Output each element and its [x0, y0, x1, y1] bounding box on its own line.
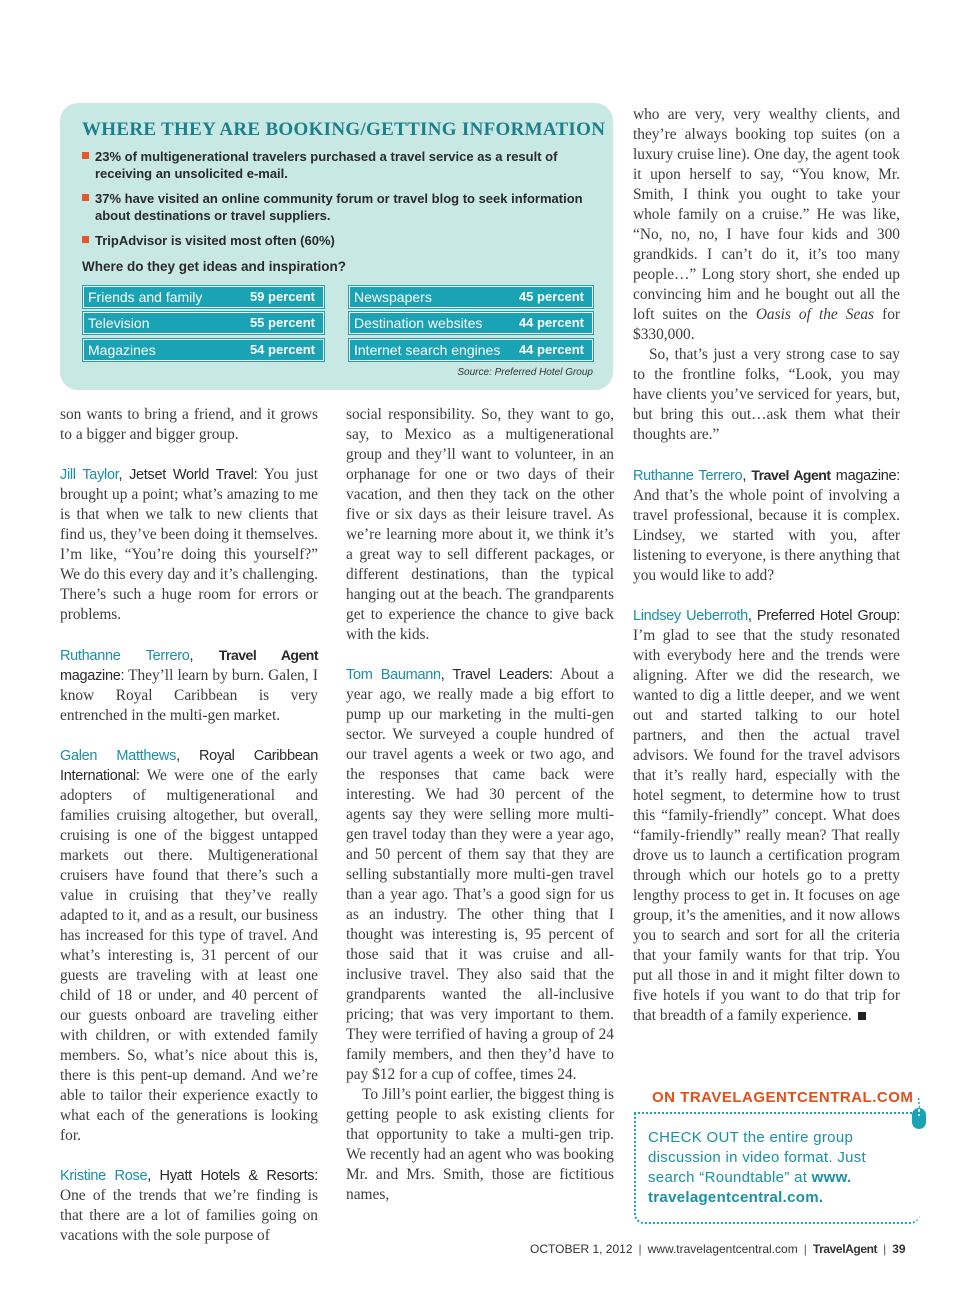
website-link[interactable]: www. travelagentcentral.com.	[648, 1169, 852, 1206]
info-sidebar	[60, 103, 613, 390]
source-credit: Source: Preferred Hotel Group	[457, 367, 593, 378]
stat-bar: Magazines 54 percent	[83, 339, 324, 361]
speaker-name: Kristine Rose	[60, 1168, 148, 1184]
bullet-square-icon	[82, 236, 89, 243]
inspiration-question: Where do they get ideas and inspiration?	[82, 259, 347, 274]
speaker-name: Jill Taylor	[60, 467, 119, 483]
paragraph: Jill Taylor, Jetset World Travel: You just brought up a point; what’s amazing to me is that when we talk to new clients that find us, they’ve been doing it themselves. I’m like, “You’re doing this yourself?” We do this every day and it’s challenging. There’s such a huge room for errors or problems.	[60, 466, 318, 623]
text-column-1	[60, 405, 318, 1266]
paragraph: social responsibility. So, they want to go, say, to Mexico as a multigenerational group and they’ll want to volunteer, in an orphanage for one or two days of their vacation, and then they tack on the other five or six days as their leisure travel. As we’re learning more about it, we think it’s a great way to sell different packages, or different destinations, than the typical hanging out at the beach. The grandparents get to experience the chance to give back with the kids.	[346, 406, 614, 643]
paragraph: who are very, very wealthy clients, and they’re always booking top suites (on a luxury cruise line). One day, the agent took it upon herself to say, “You know, Mr. Smith, I think you ought to take your whole family on a cruise.” He was like, “No, no, no, I have four kids and 300 grandkids. I can’t do it, it’s too many people…” Long story short, she ended up convincing him and he bought out all the loft suites on the Oasis of the Seas for $330,000.	[633, 106, 901, 343]
page-number: 39	[892, 1242, 906, 1256]
stat-bar: Friends and family 59 percent	[83, 286, 324, 308]
speaker-name: Tom Baumann	[346, 667, 441, 683]
text-column-3	[633, 105, 900, 1046]
paragraph: son wants to bring a friend, and it grows to a bigger and bigger group.	[60, 406, 318, 443]
stat-bar: Destination websites 44 percent	[349, 312, 593, 334]
speaker-name: Lindsey Ueberroth	[633, 608, 748, 624]
paragraph: Kristine Rose, Hyatt Hotels & Resorts: One of the trends that we’re finding is that there are a lot of families going on vacations with the sole purpose of	[60, 1168, 318, 1244]
end-mark-icon	[858, 1012, 866, 1020]
paragraph: Galen Matthews, Royal Caribbean International: We were one of the early adopters of multigenerational and families cruising altogether, but overall, cruising is one of the biggest untapped markets out there. Multigenerational cruisers have found that there’s such a value in cruising that they’ve really adapted to it, and as a result, our business has increased for this type of travel. And what’s interesting is, 31 percent of our guests are traveling with at least one child of 18 or under, and 40 percent of our guests onboard are traveling either with children, or with extended family members. So, what’s nice about this is, there is this pent-up demand. And we’re able to tailor their experience exactly to what each of the generations is looking for.	[60, 748, 318, 1144]
paragraph: Ruthanne Terrero, Travel Agent magazine: They’ll learn by burn. Galen, I know Royal Caribbean is very entrenched in the multi-gen market.	[60, 647, 318, 724]
speaker-name: Galen Matthews	[60, 748, 177, 764]
speaker-name: Ruthanne Terrero	[633, 468, 743, 484]
online-callout-title: ON TRAVELAGENTCENTRAL.COM	[652, 1089, 914, 1106]
paragraph: Lindsey Ueberroth, Preferred Hotel Group: I’m glad to see that the study resonated with everybody here and the trends were aligning. After we did the research, we wanted to dig a little deeper, and we went out and started talking to our hotel partners, and then the actual travel advisors. We found for the travel advisors that it’s really hard, especially with the hotel segment, to determine how to trust this “family-friendly” concept. What does “family-friendly” really mean? That really drove us to launch a certification program through which our hotels go to a pretty lengthy process to get in. It focuses on age group, it’s the amenities, and it now allows you to search and sort for all the criteria that your family wants for that trip. You put all those in and it might filter down to five hotels if you want to do that trip for that breadth of a family experience.	[633, 608, 900, 1024]
sidebar-title: WHERE THEY ARE BOOKING/GETTING INFORMATION	[82, 119, 606, 140]
stat-bar: Internet search engines 44 percent	[349, 339, 593, 361]
text-column-2	[346, 405, 614, 1205]
bullet-item: 37% have visited an online community forum or travel blog to seek information about destinations or travel suppliers.	[82, 190, 597, 224]
bullet-square-icon	[82, 194, 89, 201]
travel-agent-logo: Travel Agent	[751, 467, 831, 483]
travel-agent-logo: Travel Agent	[218, 647, 318, 663]
issue-date: OCTOBER 1, 2012	[530, 1242, 633, 1256]
bullet-item: TripAdvisor is visited most often (60%)	[82, 232, 597, 249]
paragraph: To Jill’s point earlier, the biggest thing is getting people to ask existing clients for that opportunity to take a multi-gen trip. We recently had an agent who was booking Mr. and Mrs. Smith, those are fictitious names,	[346, 1086, 614, 1203]
footer-url[interactable]: www.travelagentcentral.com	[647, 1242, 798, 1256]
paragraph: Ruthanne Terrero, Travel Agent magazine: And that’s the whole point of involving a travel professional, because it is complex. Lindsey, we started with you, after listening to everyone, is there anything that you would like to add?	[633, 467, 901, 584]
online-callout-text: CHECK OUT the entire group discussion in video format. Just search “Roundtable” at www. travelagentcentral.com.	[648, 1129, 867, 1206]
stat-bar: Television 55 percent	[83, 312, 324, 334]
bullet-item: 23% of multigenerational travelers purchased a travel service as a result of receiving an unsolicited e-mail.	[82, 148, 597, 182]
sidebar-bullets	[82, 148, 597, 257]
page-footer: OCTOBER 1, 2012 | www.travelagentcentral.com | TravelAgent | 39	[530, 1242, 906, 1256]
magazine-name: TravelAgent	[812, 1242, 878, 1256]
bullet-square-icon	[82, 152, 89, 159]
stat-bar: Newspapers 45 percent	[349, 286, 593, 308]
paragraph: So, that’s just a very strong case to say to the frontline folks, “Look, you may have clients you’ve serviced for years, but, but bring this out…ask them what their thoughts are.”	[633, 346, 900, 443]
speaker-name: Ruthanne Terrero	[60, 648, 190, 664]
paragraph: Tom Baumann, Travel Leaders: About a year ago, we really made a big effort to pump up our marketing in the multi-gen sector. We surveyed a couple hundred of our travel agents a week or two ago, and the responses that came back were interesting. We had 30 percent of the agents say they were selling more multi-gen travel today than they were a year ago, and 50 percent of them say that they are selling substantially more multi-gen travel than a year ago. That’s a good sign for us as an industry. The other thing that I thought was interesting is, 95 percent of those said that it was cruise and all-inclusive travel. They also said that the grandparents wanted the all-inclusive pricing; that was very important to them. They were terrified of having a group of 24 family members, and then they’d have to pay $12 for a cup of coffee, times 24.	[346, 666, 614, 1083]
